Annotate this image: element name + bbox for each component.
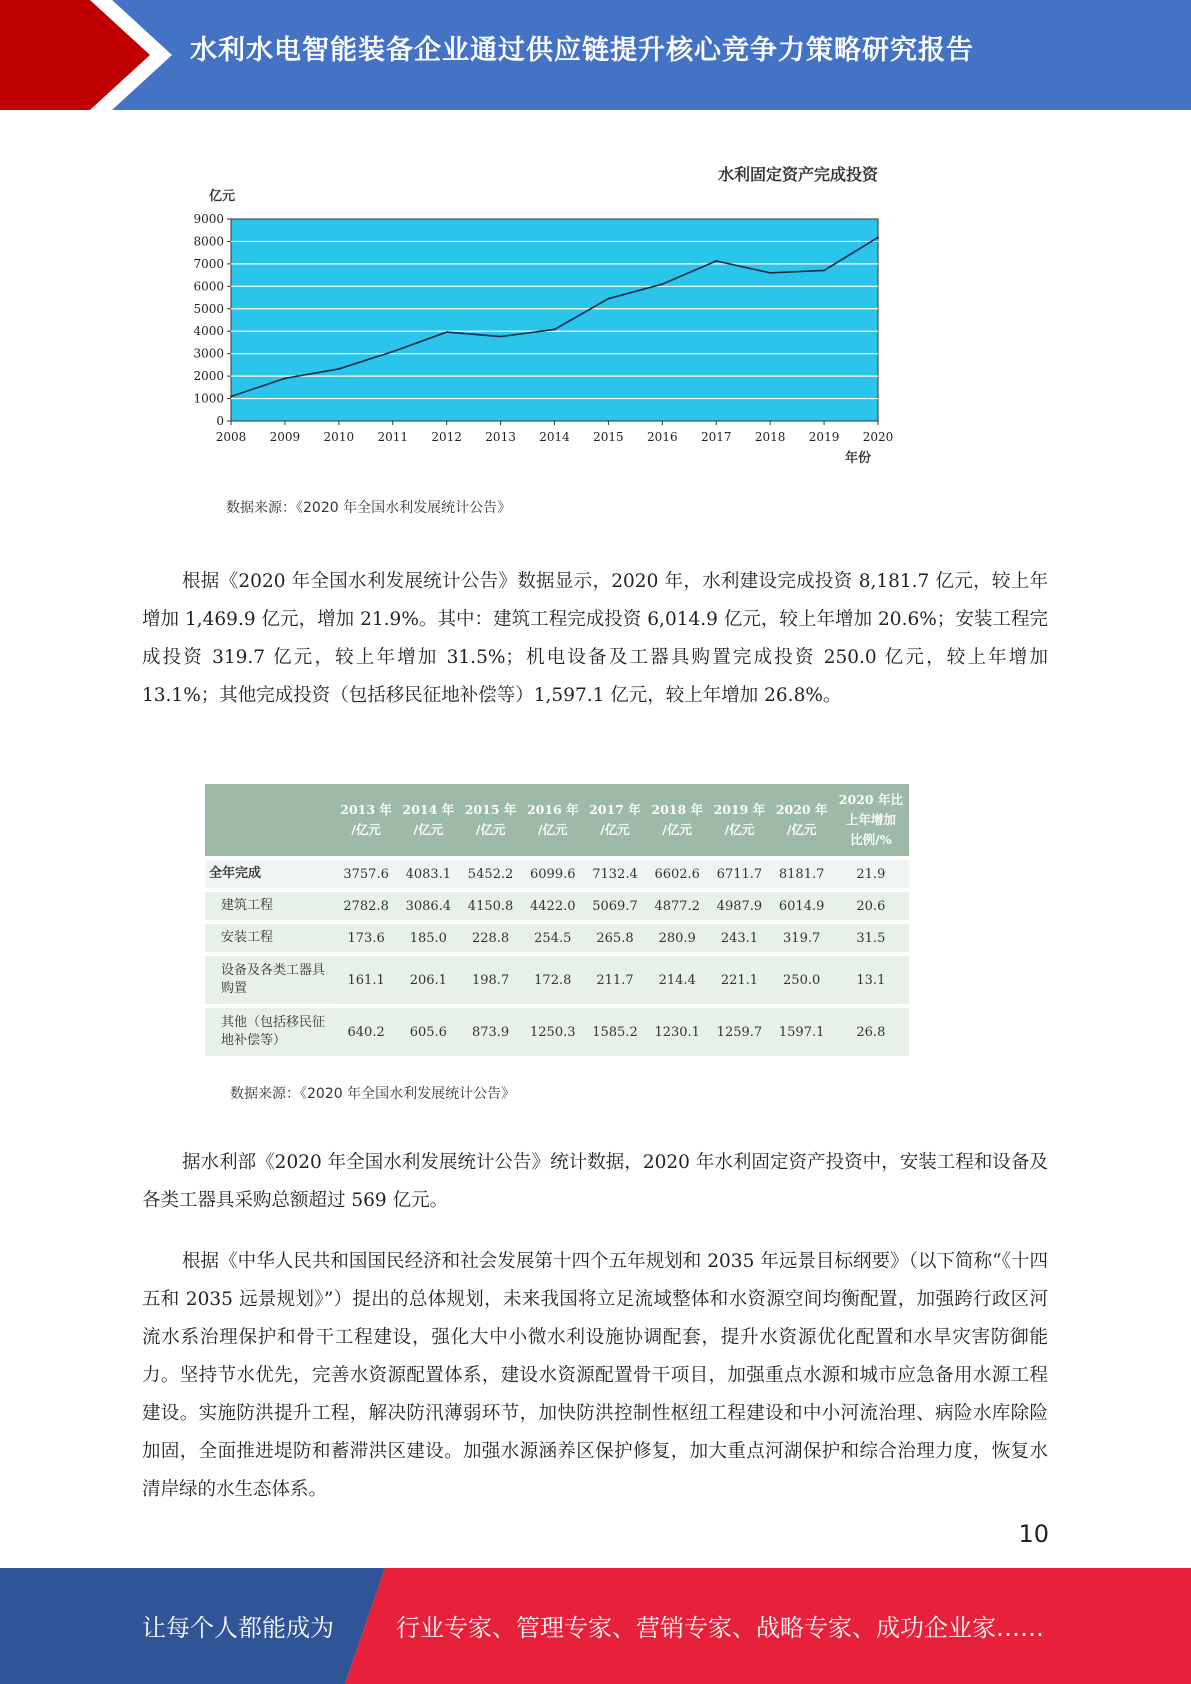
table-row xyxy=(205,924,909,952)
table-row xyxy=(205,956,909,1004)
chart-y-tick-label: 6000 xyxy=(193,279,224,294)
table-cell: 1250.3 xyxy=(522,1008,584,1056)
table-cell: 3757.6 xyxy=(335,860,397,888)
table-cell: 250.0 xyxy=(771,956,833,1004)
chart-y-tick-label: 1000 xyxy=(193,391,224,406)
chart-data-point xyxy=(877,236,879,238)
table-cell: 161.1 xyxy=(335,956,397,1004)
chart-x-tick-label: 2015 xyxy=(593,430,624,444)
table-row xyxy=(205,860,909,888)
table-header-cell: 2018 年 /亿元 xyxy=(646,784,708,856)
chart-source: 数据来源：《2020 年全国水利发展统计公告》 xyxy=(226,500,512,516)
table-cell: 243.1 xyxy=(708,924,770,952)
table-header-cell xyxy=(205,784,335,856)
paragraph-investment-summary: 根据《2020 年全国水利发展统计公告》数据显示，2020 年，水利建设完成投资 8,181.7 亿元，较上年增加 1,469.9 亿元，增加 21.9%。其中：建筑工程完成投资 6,014.9 亿元，较上年增加 20.6%；安装工程完成投资 319.7 亿元，较上年增加 31.5%；机电设备及工器具购置完成投资 250.0 亿元，较上年增加 13.1%；其他完成投资（包括移民征地补偿等）1,597.1 亿元，较上年增加 26.8%。 xyxy=(142,571,1048,706)
table-cell: 6099.6 xyxy=(522,860,584,888)
chart-y-tick-label: 3000 xyxy=(193,346,224,361)
table-header-cell: 2020 年 /亿元 xyxy=(771,784,833,856)
table-cell: 172.8 xyxy=(522,956,584,1004)
table-cell: 4422.0 xyxy=(522,892,584,920)
table-cell: 873.9 xyxy=(459,1008,521,1056)
table-cell: 4083.1 xyxy=(397,860,459,888)
table-cell: 8181.7 xyxy=(771,860,833,888)
table-cell: 3086.4 xyxy=(397,892,459,920)
chart-y-tick-label: 8000 xyxy=(193,234,224,249)
page-number: 10 xyxy=(1018,1520,1049,1548)
table-cell: 5069.7 xyxy=(584,892,646,920)
table-cell: 206.1 xyxy=(397,956,459,1004)
page-header xyxy=(0,0,1191,110)
table-cell: 173.6 xyxy=(335,924,397,952)
chart-x-tick-label: 2011 xyxy=(377,430,409,444)
chart-y-axis-label: 亿元 xyxy=(208,189,236,204)
table-cell: 1230.1 xyxy=(646,1008,708,1056)
table-cell: 4877.2 xyxy=(646,892,708,920)
chart-x-tick-label: 2020 xyxy=(862,430,894,444)
chart-svg xyxy=(180,155,920,475)
chart-y-tick-label: 5000 xyxy=(193,301,224,316)
chart-y-tick-label: 0 xyxy=(216,414,224,428)
chart-plot-area xyxy=(231,219,878,421)
chart-data-point xyxy=(446,331,448,333)
table-cell: 211.7 xyxy=(584,956,646,1004)
chart-x-tick-label: 2018 xyxy=(754,430,786,444)
chart-data-point xyxy=(554,328,556,330)
chart-x-tick-label: 2008 xyxy=(215,430,247,444)
table-cell: 20.6 xyxy=(833,892,909,920)
table-row-label: 全年完成 xyxy=(205,860,335,888)
table-row-label: 设备及各类工器具购置 xyxy=(205,956,335,1004)
table-cell: 7132.4 xyxy=(584,860,646,888)
chart-x-tick-label: 2019 xyxy=(808,430,840,444)
table-cell: 13.1 xyxy=(833,956,909,1004)
chart-x-tick-label: 2009 xyxy=(269,430,301,444)
table-source: 数据来源：《2020 年全国水利发展统计公告》 xyxy=(230,1086,516,1102)
table-row xyxy=(205,892,909,920)
page-footer xyxy=(0,1568,1191,1684)
table-header-cell: 2013 年 /亿元 xyxy=(335,784,397,856)
table-cell: 280.9 xyxy=(646,924,708,952)
chart-x-tick-label: 2012 xyxy=(431,430,462,444)
chart-x-tick-label: 2010 xyxy=(323,430,355,444)
chart-data-point xyxy=(823,269,825,271)
table-header-cell: 2019 年 /亿元 xyxy=(708,784,770,856)
table-cell: 2782.8 xyxy=(335,892,397,920)
footer-slogan-left: 让每个人都能成为 xyxy=(142,1614,334,1642)
chart-x-tick-label: 2014 xyxy=(539,430,570,444)
table-header-cell: 2016 年 /亿元 xyxy=(522,784,584,856)
table-cell: 6711.7 xyxy=(708,860,770,888)
chart-y-tick-label: 9000 xyxy=(193,212,224,226)
chart-y-tick-label: 2000 xyxy=(193,369,224,384)
chart-data-point xyxy=(284,377,286,379)
table-cell: 1259.7 xyxy=(708,1008,770,1056)
table-cell: 254.5 xyxy=(522,924,584,952)
table-cell: 228.8 xyxy=(459,924,521,952)
investment-table xyxy=(205,780,909,1060)
table-row-label: 建筑工程 xyxy=(205,892,335,920)
chart-data-point xyxy=(715,260,717,262)
table-cell: 1597.1 xyxy=(771,1008,833,1056)
chart-x-tick-label: 2013 xyxy=(485,430,516,444)
table-cell: 4150.8 xyxy=(459,892,521,920)
footer-slogan-right: 行业专家、管理专家、营销专家、战略专家、成功企业家…… xyxy=(396,1614,1044,1642)
chart-x-tick-label: 2016 xyxy=(647,430,678,444)
chart-data-point xyxy=(769,272,771,274)
table-cell: 26.8 xyxy=(833,1008,909,1056)
paragraph-14th-five-year-plan: 根据《中华人民共和国国民经济和社会发展第十四个五年规划和 2035 年远景目标纲要》（以下简称“《十四五和 2035 远景规划》”）提出的总体规划，未来我国将立足流域整体和水资源空间均衡配置，加强跨行政区河流水系治理保护和骨干工程建设，强化大中小微水利设施协调配套，提升水资源优化配置和水旱灾害防御能力。坚持节水优先，完善水资源配置体系，建设水资源配置骨干项目，加强重点水源和城市应急备用水源工程建设。实施防洪提升工程，解决防汛薄弱环节，加快防洪控制性枢纽工程建设和中小河流治理、病险水库除险加固，全面推进堤防和蓄滞洪区建设。加强水源涵养区保护修复，加大重点河湖保护和综合治理力度，恢复水清岸绿的水生态体系。 xyxy=(142,1251,1048,1500)
table-cell: 198.7 xyxy=(459,956,521,1004)
chart-data-point xyxy=(607,298,609,300)
table-cell: 214.4 xyxy=(646,956,708,1004)
table-cell: 31.5 xyxy=(833,924,909,952)
chart-data-point xyxy=(392,351,394,353)
chart-y-tick-label: 4000 xyxy=(193,324,224,339)
paragraph-installation-equipment: 据水利部《2020 年全国水利发展统计公告》统计数据，2020 年水利固定资产投资中，安装工程和设备及各类工器具采购总额超过 569 亿元。 xyxy=(142,1152,1048,1211)
table-header-row xyxy=(205,784,909,856)
table-cell: 4987.9 xyxy=(708,892,770,920)
table-cell: 1585.2 xyxy=(584,1008,646,1056)
chart-data-point xyxy=(500,336,502,338)
report-title: 水利水电智能装备企业通过供应链提升核心竞争力策略研究报告 xyxy=(190,35,974,66)
table-cell: 6602.6 xyxy=(646,860,708,888)
chart-data-point xyxy=(661,283,663,285)
table-header-cell: 2014 年 /亿元 xyxy=(397,784,459,856)
table-header-cell: 2017 年 /亿元 xyxy=(584,784,646,856)
chart-data-point xyxy=(230,396,232,398)
table-cell: 5452.2 xyxy=(459,860,521,888)
table-cell: 265.8 xyxy=(584,924,646,952)
investment-line-chart xyxy=(180,155,920,475)
table-row-label: 安装工程 xyxy=(205,924,335,952)
chart-x-tick-label: 2017 xyxy=(700,430,732,444)
table-cell: 6014.9 xyxy=(771,892,833,920)
chart-data-point xyxy=(338,368,340,370)
table-cell: 21.9 xyxy=(833,860,909,888)
table-row xyxy=(205,1008,909,1056)
table-cell: 319.7 xyxy=(771,924,833,952)
table-cell: 640.2 xyxy=(335,1008,397,1056)
table-cell: 221.1 xyxy=(708,956,770,1004)
chart-y-tick-label: 7000 xyxy=(193,256,224,271)
table-header-cell: 2015 年 /亿元 xyxy=(459,784,521,856)
chart-title: 水利固定资产完成投资 xyxy=(717,165,878,184)
table-row-label: 其他（包括移民征地补偿等） xyxy=(205,1008,335,1056)
table-header-cell: 2020 年比 上年增加 比例/% xyxy=(833,784,909,856)
table-cell: 605.6 xyxy=(397,1008,459,1056)
table-cell: 185.0 xyxy=(397,924,459,952)
chart-x-axis-label: 年份 xyxy=(844,451,872,466)
